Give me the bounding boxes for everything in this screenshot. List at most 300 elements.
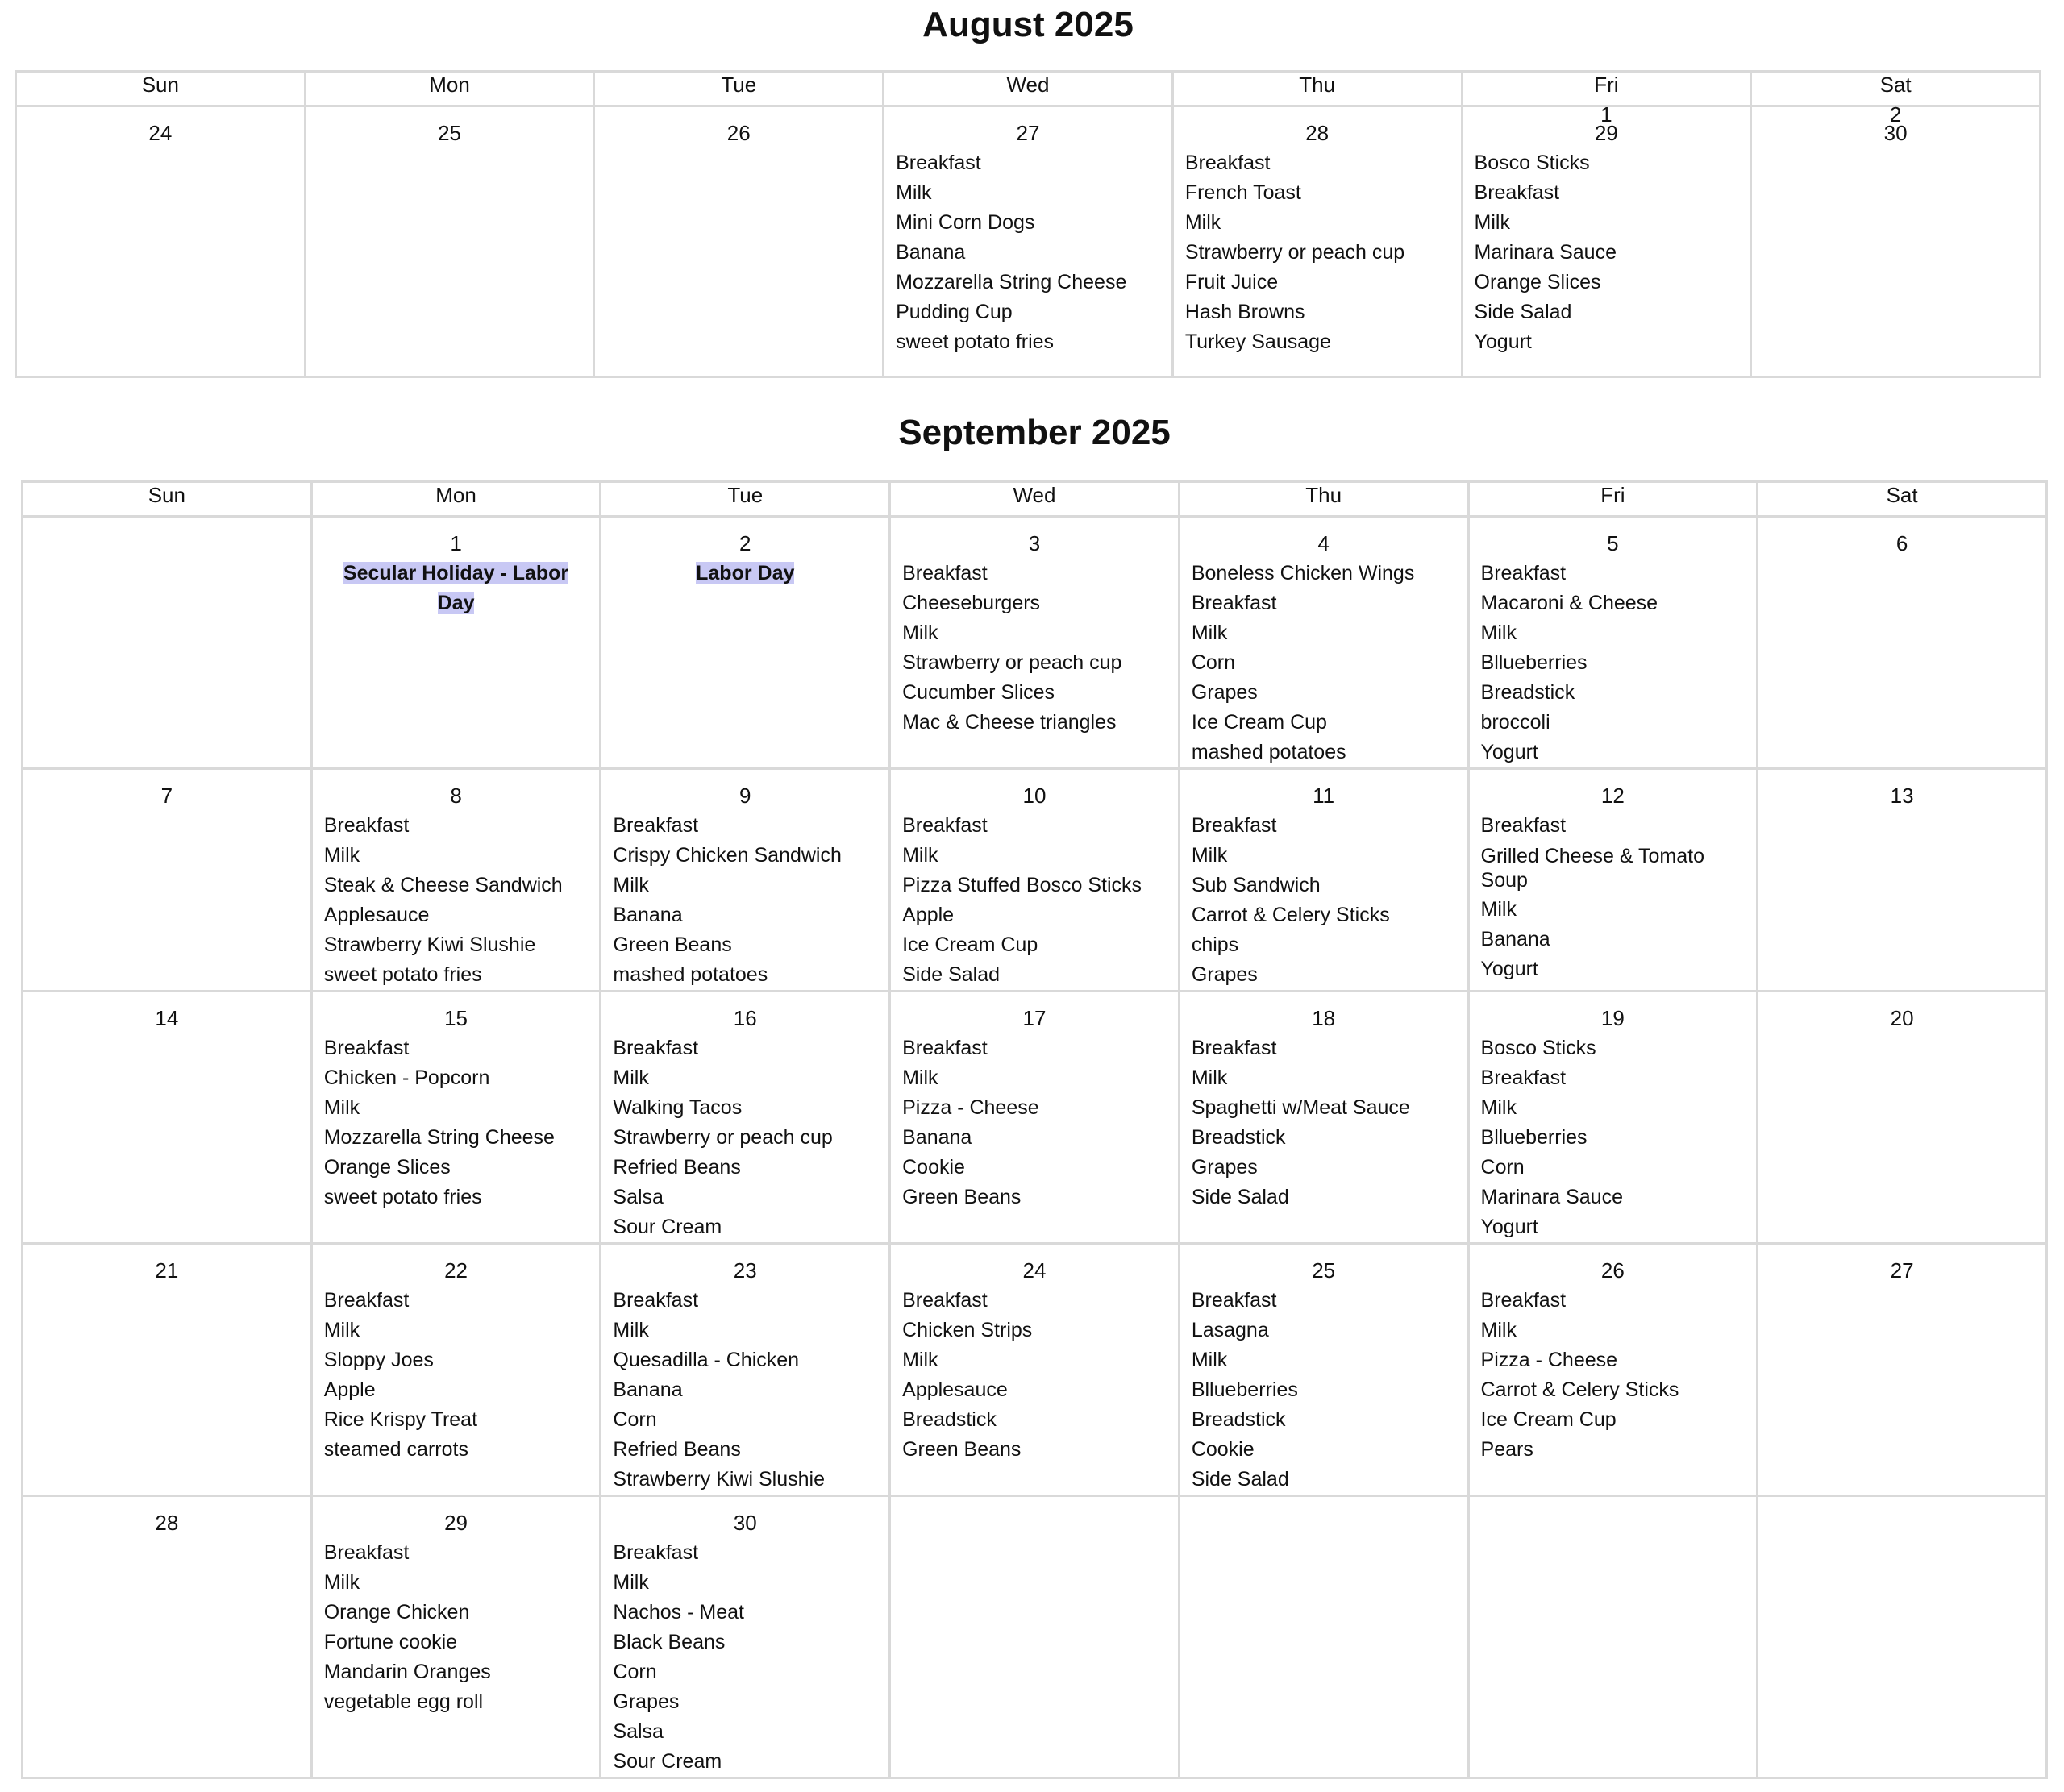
day-cell [1468,1496,1758,1778]
menu-item: Grapes [613,1690,680,1713]
menu-list [902,559,1167,738]
day-number [613,1508,877,1538]
menu-item: Strawberry Kiwi Slushie [323,933,536,956]
day-cell [1758,1496,2047,1778]
menu-item: Milk [1480,898,1517,921]
menu-list [324,811,589,990]
menu-item: Breakfast [1191,814,1277,837]
day-number-text: 20 [1890,1006,1914,1030]
menu-list [902,1033,1167,1212]
menu-item: French Toast [1184,181,1301,204]
menu-item: Yogurt [1474,331,1532,353]
menu-item: Strawberry or peach cup [613,1126,833,1149]
day-cell [890,517,1180,769]
weekday-header: Thu [1172,72,1462,106]
day-cell [23,769,312,992]
menu-list [902,1286,1167,1465]
menu-item: Bosco Sticks [1474,152,1590,174]
weekday-header: Thu [1179,482,1468,517]
day-cell [1468,992,1758,1244]
day-number-text: 15 [444,1006,468,1030]
menu-list [613,1286,877,1495]
day-number [318,118,582,148]
menu-item: Breakfast [613,814,699,837]
day-number [28,118,293,148]
menu-item: Milk [902,844,938,867]
overlapping-day-number: 1 [1600,102,1612,127]
day-cell [23,992,312,1244]
weekday-header: Sun [23,482,312,517]
menu-item: broccoli [1480,711,1550,734]
menu-item: sweet potato fries [896,331,1055,353]
day-cell [311,517,601,769]
day-number-text: 7 [160,784,173,808]
day-cell [311,769,601,992]
day-number [896,118,1160,148]
menu-item: Side Salad [902,963,1001,986]
menu-item: Sub Sandwich [1191,874,1321,896]
menu-item: Milk [902,1066,938,1089]
menu-item: Yogurt [1480,741,1538,763]
menu-item: Cucumber Slices [902,681,1055,704]
day-cell [23,1496,312,1778]
menu-item: Breakfast [902,562,988,584]
menu-item: mashed potatoes [613,963,768,986]
menu-item: Milk [323,1319,360,1341]
menu-item: Strawberry Kiwi Slushie [613,1468,825,1491]
day-cell [601,1496,890,1778]
menu-item: Milk [902,622,938,644]
menu-item: Yogurt [1480,958,1538,980]
menu-item: Mozzarella String Cheese [896,271,1127,293]
menu-item: Hash Browns [1184,301,1305,323]
menu-item: Breakfast [1480,1289,1567,1312]
day-number-text: 29 [1594,121,1618,145]
menu-item: Ice Cream Cup [1480,1408,1617,1431]
menu-item: Breakfast [613,1541,699,1564]
menu-item: Chicken - Popcorn [323,1066,490,1089]
menu-item: Applesauce [323,904,430,926]
day-number [324,1004,589,1033]
weekday-header: Sat [1758,482,2047,517]
menu-list [1481,559,1746,767]
menu-item: Corn [1480,1156,1525,1179]
day-number-text: 27 [1890,1258,1914,1283]
day-cell [601,1244,890,1496]
menu-item: Breakfast [323,814,410,837]
day-cell [601,769,890,992]
menu-item: Bllueberries [1480,1126,1588,1149]
menu-item: Side Salad [1474,301,1572,323]
menu-item: Ice Cream Cup [1191,711,1327,734]
weekday-header: Sat [1751,72,2041,106]
menu-item: Breakfast [1191,1289,1277,1312]
menu-item: Breakfast [902,1289,988,1312]
day-cell [601,517,890,769]
menu-item: vegetable egg roll [323,1690,484,1713]
weekday-header: Fri [1462,72,1751,106]
holiday-label [324,559,589,618]
day-number-text: 17 [1022,1006,1047,1030]
day-number-text: 11 [1313,784,1335,808]
day-number-text: 30 [1883,121,1908,145]
menu-item: Black Beans [613,1631,726,1653]
day-number-text: 25 [1312,1258,1336,1283]
day-number-text: 29 [444,1511,468,1535]
day-number-text: 10 [1022,784,1047,808]
menu-item: Nachos - Meat [613,1601,744,1624]
day-cell [1758,517,2047,769]
menu-item: Carrot & Celery Sticks [1480,1378,1679,1401]
day-number [1481,1004,1746,1033]
holiday-label [613,559,877,588]
day-number [902,781,1167,811]
menu-item: Breakfast [1480,1066,1567,1089]
menu-item: Breakfast [902,814,988,837]
day-number [324,1256,589,1286]
menu-item: Pizza Stuffed Bosco Sticks [902,874,1142,896]
menu-list [1192,1286,1456,1495]
day-number [35,1256,299,1286]
menu-item: Chicken Strips [902,1319,1033,1341]
day-number-text: 26 [1600,1258,1625,1283]
day-number [613,529,877,559]
month-title: September 2025 [898,413,1171,452]
day-number [35,781,299,811]
menu-item: Quesadilla - Chicken [613,1349,800,1371]
day-number [1481,781,1746,811]
menu-list [1481,811,1746,984]
menu-item: Milk [1191,1349,1228,1371]
month-title: August 2025 [922,5,1134,44]
day-number-text: 24 [1022,1258,1047,1283]
day-number-text: 1 [450,531,462,555]
menu-item: Carrot & Celery Sticks [1191,904,1390,926]
menu-item: Pizza - Cheese [902,1096,1039,1119]
weekday-header: Mon [305,72,594,106]
day-cell [311,1496,601,1778]
menu-item: Side Salad [1191,1186,1289,1208]
menu-item: Breakfast [613,1037,699,1059]
day-cell [890,1496,1180,1778]
week-row [23,769,2047,992]
day-number [1763,102,2028,148]
menu-item: Breakfast [1480,562,1567,584]
menu-list [1192,559,1456,767]
day-cell [884,106,1173,377]
day-number [35,1508,299,1538]
day-cell [1172,106,1462,377]
day-number [613,781,877,811]
day-number [902,529,1167,559]
day-number-text: 23 [733,1258,757,1283]
weekday-header: Tue [601,482,890,517]
menu-item: Spaghetti w/Meat Sauce [1191,1096,1410,1119]
menu-item: Milk [1480,1096,1517,1119]
day-number [1481,1256,1746,1286]
weekday-header: Wed [890,482,1180,517]
day-number-text: 5 [1607,531,1619,555]
menu-list [1192,1033,1456,1212]
day-number [1475,102,1739,148]
day-number [613,1004,877,1033]
day-cell [1468,517,1758,769]
day-number-text: 26 [726,121,751,145]
day-cell [1179,517,1468,769]
menu-item: Banana [613,1378,683,1401]
day-number-text: 27 [1016,121,1040,145]
day-number [1770,1256,2034,1286]
day-number [606,118,871,148]
day-cell [890,992,1180,1244]
day-number-text: 6 [1895,531,1908,555]
menu-list [896,148,1160,357]
day-number-text: 2 [739,531,751,555]
day-cell [1179,769,1468,992]
day-number-text: 8 [450,784,462,808]
day-cell [1468,769,1758,992]
day-number [1192,529,1456,559]
week-row [23,517,2047,769]
menu-item: Breakfast [1184,152,1271,174]
day-number [613,1256,877,1286]
menu-item: Steak & Cheese Sandwich [323,874,563,896]
day-number-text: 28 [155,1511,179,1535]
day-number-text: 12 [1600,784,1625,808]
day-cell [23,517,312,769]
menu-item: Breakfast [323,1541,410,1564]
day-number-text: 22 [444,1258,468,1283]
day-number [35,1004,299,1033]
day-number-text: 14 [155,1006,179,1030]
day-cell [311,1244,601,1496]
day-cell [305,106,594,377]
day-cell [1468,1244,1758,1496]
menu-item: Banana [1480,928,1550,950]
menu-item: Walking Tacos [613,1096,743,1119]
menu-item: Breakfast [896,152,981,174]
menu-item: Pudding Cup [896,301,1013,323]
day-cell [16,106,306,377]
menu-item: Pears [1480,1438,1533,1461]
menu-list [902,811,1167,990]
calendar-grid [15,70,2041,378]
menu-item: Milk [1184,211,1221,234]
day-cell [601,992,890,1244]
menu-item: Breakfast [1474,181,1560,204]
menu-item: Milk [323,1096,360,1119]
menu-item: Fruit Juice [1184,271,1279,293]
menu-list [324,1286,589,1465]
menu-item: Orange Slices [323,1156,451,1179]
menu-item: Banana [613,904,683,926]
menu-item: Milk [323,844,360,867]
menu-item: Mandarin Oranges [323,1661,491,1683]
menu-item: Grapes [1191,963,1258,986]
menu-list [613,1033,877,1242]
day-number [902,1004,1167,1033]
menu-list [613,1538,877,1777]
day-number-text: 18 [1312,1006,1336,1030]
menu-item: Green Beans [902,1438,1022,1461]
day-number-text: 9 [739,784,751,808]
day-number-text: 13 [1890,784,1914,808]
menu-list [1192,811,1456,990]
menu-item: Milk [1191,844,1228,867]
menu-item: Milk [613,1571,649,1594]
day-number [324,781,589,811]
menu-item: Milk [1191,1066,1228,1089]
menu-item: Mini Corn Dogs [896,211,1035,234]
menu-item: Breadstick [1480,681,1575,704]
month-september [21,408,2048,1778]
day-number [902,1256,1167,1286]
menu-item: Breakfast [1191,1037,1277,1059]
menu-item: Corn [1191,651,1235,674]
menu-item: Apple [323,1378,376,1401]
day-cell [1179,992,1468,1244]
day-cell [1758,992,2047,1244]
menu-item: Milk [1474,211,1510,234]
day-number-text: 28 [1305,121,1330,145]
menu-list [1481,1033,1746,1242]
menu-item: Strawberry or peach cup [1184,241,1405,264]
day-cell [1758,1244,2047,1496]
weekday-header: Fri [1468,482,1758,517]
menu-item: mashed potatoes [1191,741,1346,763]
menu-item: Side Salad [1191,1468,1289,1491]
menu-item: Pizza - Cheese [1480,1349,1618,1371]
day-number [324,529,589,559]
menu-item: Marinara Sauce [1474,241,1617,264]
menu-item: Green Beans [613,933,732,956]
menu-item: Strawberry or peach cup [902,651,1122,674]
menu-item: Milk [902,1349,938,1371]
menu-item: Salsa [613,1186,664,1208]
calendar-grid [21,480,2048,1779]
menu-item: Lasagna [1191,1319,1269,1341]
menu-item: Mozzarella String Cheese [323,1126,555,1149]
menu-item: Applesauce [902,1378,1008,1401]
holiday-highlight: Labor Day [696,562,795,584]
day-number [1192,781,1456,811]
week-row [23,992,2047,1244]
menu-item: chips [1191,933,1239,956]
day-number-text: 19 [1600,1006,1625,1030]
menu-item: Milk [323,1571,360,1594]
menu-item: Orange Chicken [323,1601,470,1624]
menu-list [324,1033,589,1212]
menu-item: Sour Cream [613,1750,722,1773]
menu-item: Ice Cream Cup [902,933,1038,956]
day-number [1481,529,1746,559]
menu-list [324,1538,589,1717]
menu-item: Banana [896,241,966,264]
day-number [1192,1256,1456,1286]
day-number [1192,1004,1456,1033]
day-cell [594,106,884,377]
menu-item: Refried Beans [613,1156,741,1179]
day-cell [23,1244,312,1496]
menu-list [1481,1286,1746,1465]
menu-item: Milk [613,1066,649,1089]
menu-item: Rice Krispy Treat [323,1408,478,1431]
menu-item: Orange Slices [1474,271,1601,293]
menu-item: Breakfast [323,1289,410,1312]
menu-item: Milk [896,181,932,204]
day-number [1770,1004,2034,1033]
menu-item: steamed carrots [323,1438,468,1461]
day-number [1185,118,1450,148]
menu-item: Boneless Chicken Wings [1191,562,1415,584]
menu-item: Breakfast [902,1037,988,1059]
menu-item: Bllueberries [1191,1378,1298,1401]
menu-item: Breadstick [1191,1408,1286,1431]
weekday-header: Sun [16,72,306,106]
menu-item: sweet potato fries [323,1186,482,1208]
menu-item: Cookie [1191,1438,1255,1461]
day-number-text: 25 [438,121,462,145]
menu-item: Cheeseburgers [902,592,1041,614]
menu-item: Cookie [902,1156,965,1179]
menu-item: Refried Beans [613,1438,741,1461]
day-number [1770,781,2034,811]
menu-item: Milk [1191,622,1228,644]
day-number [324,1508,589,1538]
menu-list [1185,148,1450,357]
menu-item: Sloppy Joes [323,1349,434,1371]
menu-item: Salsa [613,1720,664,1743]
menu-item: Breakfast [1480,814,1567,837]
menu-item: Bllueberries [1480,651,1588,674]
day-number-text: 21 [155,1258,179,1283]
day-cell [1179,1496,1468,1778]
menu-item: Milk [613,1319,649,1341]
week-row [16,106,2041,377]
menu-item: Breakfast [323,1037,410,1059]
day-number-text: 30 [733,1511,757,1535]
holiday-highlight: Secular Holiday - Labor Day [343,562,569,614]
menu-item: Breakfast [1191,592,1277,614]
weekday-header: Mon [311,482,601,517]
day-cell [1179,1244,1468,1496]
menu-item: Breakfast [613,1289,699,1312]
menu-item: Mac & Cheese triangles [902,711,1117,734]
menu-item: Bosco Sticks [1480,1037,1596,1059]
menu-item: Sour Cream [613,1216,722,1238]
menu-item: Breadstick [1191,1126,1286,1149]
menu-item: Grilled Cheese & Tomato Soup [1480,845,1704,892]
menu-item: Milk [613,874,649,896]
menu-item: Fortune cookie [323,1631,458,1653]
menu-item: Apple [902,904,955,926]
menu-item: Corn [613,1408,657,1431]
day-cell [311,992,601,1244]
menu-item: Yogurt [1480,1216,1538,1238]
day-number-text: 3 [1028,531,1041,555]
day-cell [1462,102,1751,377]
week-row [23,1496,2047,1778]
menu-item: Turkey Sausage [1184,331,1331,353]
menu-item: Green Beans [902,1186,1022,1208]
day-cell [1751,102,2041,377]
day-number-text: 16 [733,1006,757,1030]
day-number-text: 4 [1317,531,1330,555]
menu-item: Marinara Sauce [1480,1186,1623,1208]
month-august [15,0,2041,382]
menu-item: Breadstick [902,1408,997,1431]
weekday-header: Tue [594,72,884,106]
